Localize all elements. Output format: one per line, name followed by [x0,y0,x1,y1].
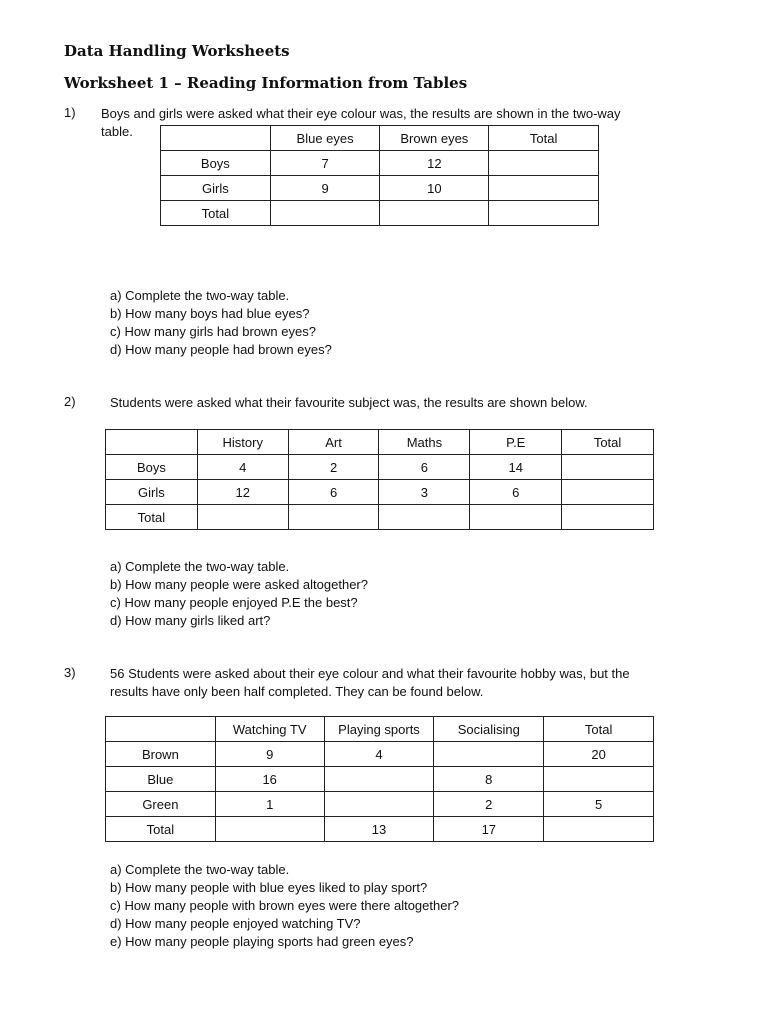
question-3-table [105,716,654,842]
table-cell [489,201,599,226]
table-row [161,201,599,226]
table-cell [215,817,324,842]
question-3-text-line2: results have only been half completed. They can be found below. [110,684,484,699]
question-2-table [105,429,654,530]
table-cell [380,201,489,226]
table-row-label: Brown [106,742,216,767]
table-cell: 20 [544,742,654,767]
table-row [106,505,654,530]
table-cell [562,480,654,505]
table-header-cell: Maths [379,430,470,455]
question-part: a) Complete the two-way table. [110,862,290,877]
page-title: Data Handling Worksheets [64,42,290,60]
table-cell: 8 [434,767,544,792]
table-cell [544,767,654,792]
question-2-parts [110,558,368,630]
table-cell: 2 [288,455,379,480]
table-cell: 4 [197,455,288,480]
table-cell: 4 [324,742,434,767]
table-cell [197,505,288,530]
table-cell: 6 [470,480,562,505]
question-part: a) Complete the two-way table. [110,288,290,303]
question-part: c) How many people enjoyed P.E the best? [110,595,358,610]
table-row-label: Girls [106,480,198,505]
table-cell: 9 [215,742,324,767]
table-header-row [106,430,654,455]
table-cell [489,176,599,201]
table-row [106,817,654,842]
table-cell [324,767,434,792]
table-header-cell: P.E [470,430,562,455]
table-cell [489,151,599,176]
question-part: c) How many girls had brown eyes? [110,324,316,339]
table-cell: 14 [470,455,562,480]
question-part: d) How many people enjoyed watching TV? [110,916,361,931]
table-header-cell: Total [544,717,654,742]
table-row-label: Total [106,817,216,842]
question-1-table [160,125,599,226]
question-part: d) How many people had brown eyes? [110,342,332,357]
table-header-cell: Total [562,430,654,455]
table-row-label: Girls [161,176,271,201]
table-row-label: Blue [106,767,216,792]
table-cell [288,505,379,530]
table-row-label: Boys [161,151,271,176]
table-header-cell: Total [489,126,599,151]
question-3-parts [110,861,459,951]
table-cell [106,717,216,742]
table-cell: 3 [379,480,470,505]
table-row [106,455,654,480]
table-cell [470,505,562,530]
table-cell: 13 [324,817,434,842]
table-cell: 6 [379,455,470,480]
question-part: e) How many people playing sports had green eyes? [110,934,414,949]
question-1-parts [110,287,332,359]
question-1-text-line2: table. [101,124,133,139]
table-cell [544,817,654,842]
table-header-cell: Playing sports [324,717,434,742]
table-cell: 16 [215,767,324,792]
table-cell: 10 [380,176,489,201]
table-row-label: Total [161,201,271,226]
table-row [106,742,654,767]
table-header-cell: Watching TV [215,717,324,742]
table-cell [106,430,198,455]
table-header-cell: Socialising [434,717,544,742]
table-cell: 9 [270,176,380,201]
table-cell [434,742,544,767]
question-part: a) Complete the two-way table. [110,559,290,574]
question-2-number: 2) [64,394,76,409]
question-part: b) How many people were asked altogether? [110,577,368,592]
table-header-cell: History [197,430,288,455]
question-part: b) How many people with blue eyes liked to play sport? [110,880,428,895]
table-row [161,151,599,176]
table-cell: 1 [215,792,324,817]
table-row [161,176,599,201]
table-cell [161,126,271,151]
table-cell: 5 [544,792,654,817]
question-1-text-line1: Boys and girls were asked what their eye colour was, the results are shown in the two-way [101,106,621,121]
table-header-cell: Brown eyes [380,126,489,151]
question-2-text: Students were asked what their favourite subject was, the results are shown below. [110,395,588,410]
table-header-cell: Blue eyes [270,126,380,151]
worksheet-subtitle: Worksheet 1 – Reading Information from Tables [64,74,468,92]
table-header-row [161,126,599,151]
question-part: d) How many girls liked art? [110,613,271,628]
table-header-row [106,717,654,742]
question-1-number: 1) [64,105,76,120]
table-row [106,767,654,792]
question-part: b) How many boys had blue eyes? [110,306,310,321]
table-row [106,480,654,505]
question-3-text-line1: 56 Students were asked about their eye colour and what their favourite hobby was, but the [110,666,630,681]
table-row [106,792,654,817]
table-row-label: Green [106,792,216,817]
table-cell [379,505,470,530]
question-part: c) How many people with brown eyes were there altogether? [110,898,460,913]
table-cell: 6 [288,480,379,505]
table-row-label: Total [106,505,198,530]
table-cell: 12 [380,151,489,176]
question-3-number: 3) [64,665,76,680]
table-cell: 7 [270,151,380,176]
table-cell: 17 [434,817,544,842]
table-cell: 12 [197,480,288,505]
table-header-cell: Art [288,430,379,455]
table-cell [562,505,654,530]
table-cell [270,201,380,226]
table-cell: 2 [434,792,544,817]
table-row-label: Boys [106,455,198,480]
table-cell [324,792,434,817]
table-cell [562,455,654,480]
